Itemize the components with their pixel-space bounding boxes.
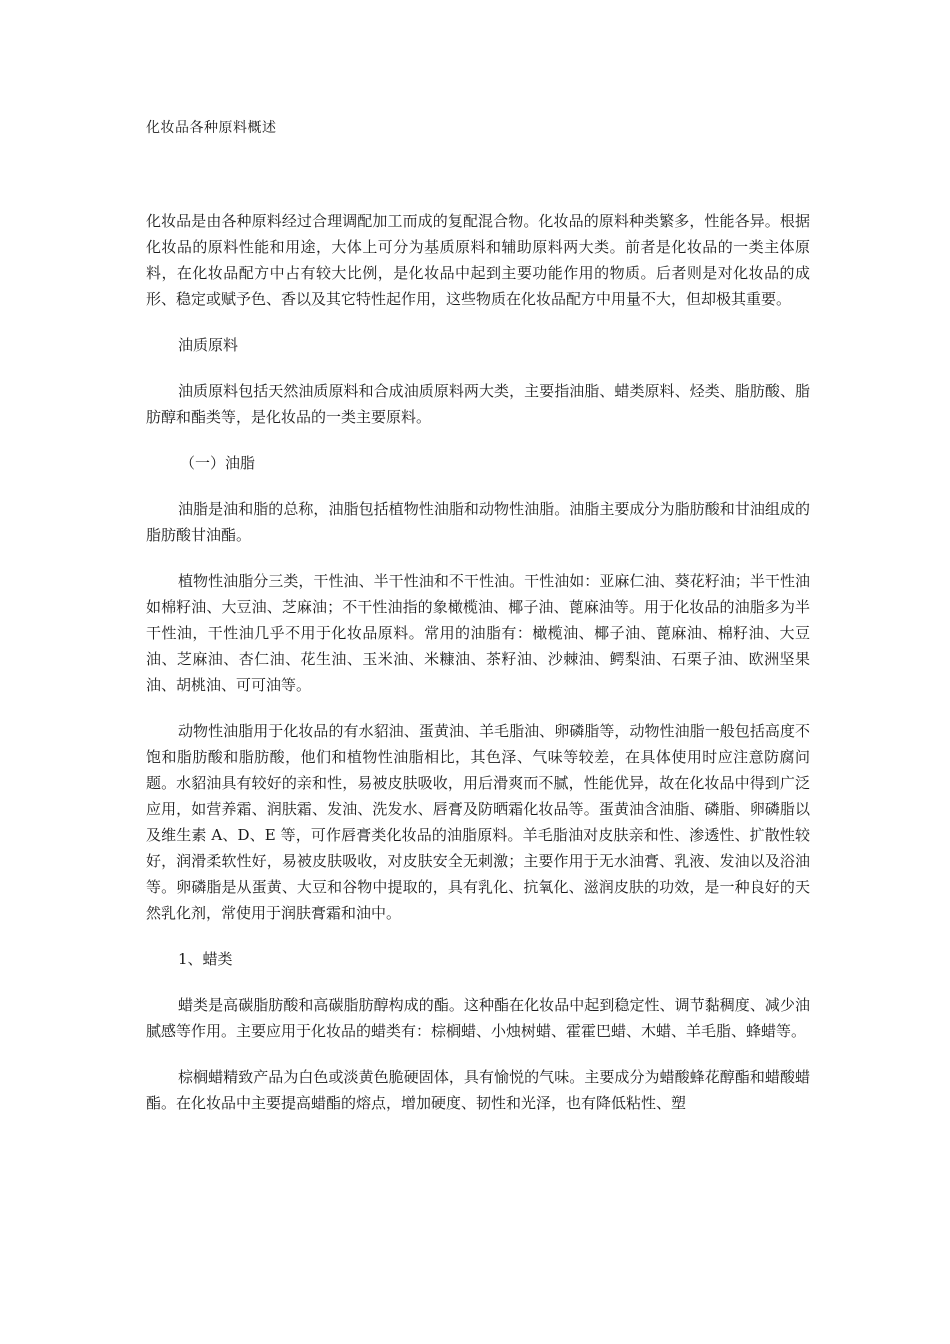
document-title: 化妆品各种原料概述 [146, 120, 277, 136]
paragraph-carnauba-wax: 棕榈蜡精致产品为白色或淡黄色脆硬固体，具有愉悦的气味。主要成分为蜡酸蜂花醇酯和蜡酸蜡酯。在化妆品中主要提高蜡酯的熔点，增加硬度、韧性和光泽，也有降低粘性、塑 [146, 1068, 810, 1112]
paragraph-oil-materials: 油质原料包括天然油质原料和合成油质原料两大类，主要指油脂、蜡类原料、烃类、脂肪酸、脂肪醇和酯类等，是化妆品的一类主要原料。 [146, 382, 810, 426]
paragraph-waxes: 蜡类是高碳脂肪酸和高碳脂肪醇构成的酯。这种酯在化妆品中起到稳定性、调节黏稠度、减少油腻感等作用。主要应用于化妆品的蜡类有：棕榈蜡、小烛树蜡、霍霍巴蜡、木蜡、羊毛脂、蜂蜡等。 [146, 996, 810, 1040]
paragraph-plant-oils: 植物性油脂分三类，干性油、半干性油和不干性油。干性油如：亚麻仁油、葵花籽油；半干性油如棉籽油、大豆油、芝麻油；不干性油指的象橄榄油、椰子油、蓖麻油等。用于化妆品的油脂多为半干性油，干性油几乎不用于化妆品原料。常用的油脂有：橄榄油、椰子油、蓖麻油、棉籽油、大豆油、芝麻油、杏仁油、花生油、玉米油、米糠油、茶籽油、沙棘油、鳄梨油、石栗子油、欧洲坚果油、胡桃油、可可油等。 [146, 572, 810, 694]
intro-paragraph: 化妆品是由各种原料经过合理调配加工而成的复配混合物。化妆品的原料种类繁多，性能各异。根据化妆品的原料性能和用途，大体上可分为基质原料和辅助原料两大类。前者是化妆品的一类主体原料，在化妆品配方中占有较大比例，是化妆品中起到主要功能作用的物质。后者则是对化妆品的成形、稳定或赋予色、香以及其它特性起作用，这些物质在化妆品配方中用量不大，但却极其重要。 [146, 212, 810, 308]
subsection-heading-oils: （一）油脂 [180, 454, 256, 472]
paragraph-animal-oils: 动物性油脂用于化妆品的有水貂油、蛋黄油、羊毛脂油、卵磷脂等，动物性油脂一般包括高度不饱和脂肪酸和脂肪酸，他们和植物性油脂相比，其色泽、气味等较差，在具体使用时应注意防腐问题。水貂油具有较好的亲和性，易被皮肤吸收，用后滑爽而不腻，性能优异，故在化妆品中得到广泛应用，如营养霜、润肤霜、发油、洗发水、唇膏及防晒霜化妆品等。蛋黄油含油脂、磷脂、卵磷脂以及维生素 A、D、E 等，可作唇膏类化妆品的油脂原料。羊毛脂油对皮肤亲和性、渗透性、扩散性较好，润滑柔软性好，易被皮肤吸收，对皮肤安全无刺激；主要作用于无水油膏、乳液、发油以及浴油等。卵磷脂是从蛋黄、大豆和谷物中提取的，具有乳化、抗氧化、滋润皮肤的功效，是一种良好的天然乳化剂，常使用于润肤膏霜和油中。 [146, 722, 810, 922]
paragraph-oils-definition: 油脂是油和脂的总称，油脂包括植物性油脂和动物性油脂。油脂主要成分为脂肪酸和甘油组成的脂肪酸甘油酯。 [146, 500, 810, 544]
section-heading-oil-materials: 油质原料 [178, 336, 239, 354]
document-body [146, 208, 810, 1136]
section-heading-waxes: 1、蜡类 [178, 950, 233, 968]
